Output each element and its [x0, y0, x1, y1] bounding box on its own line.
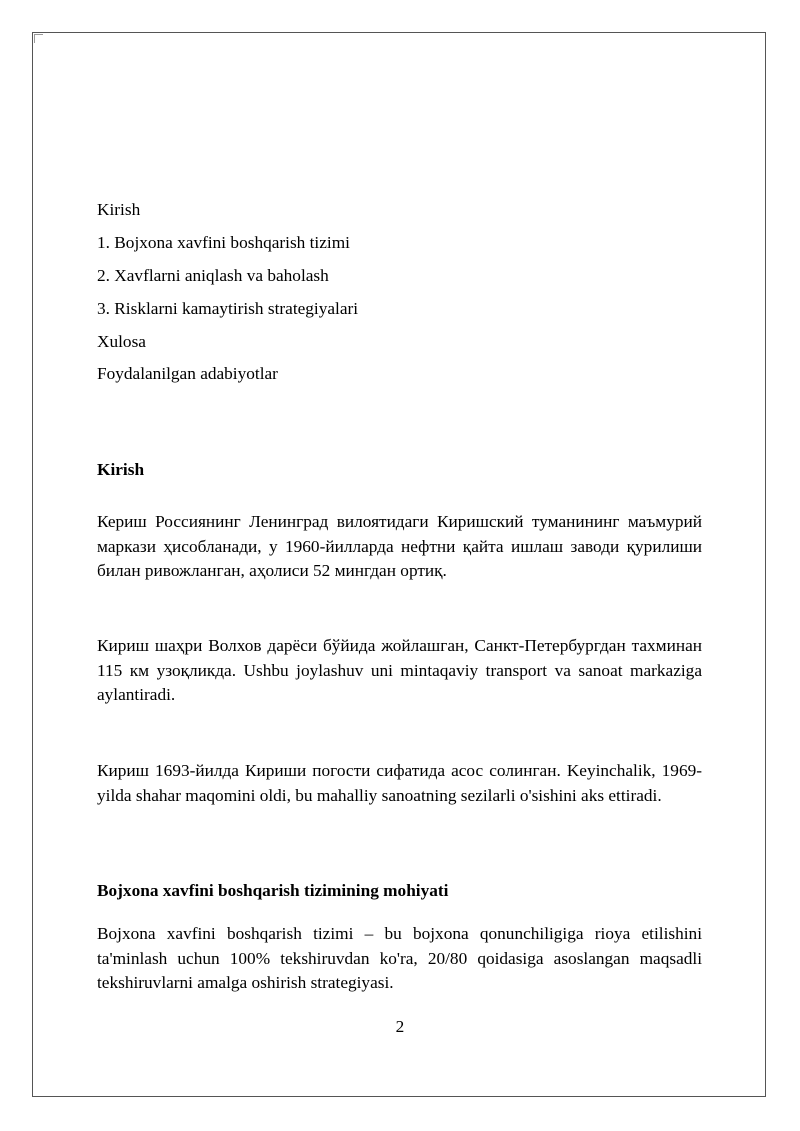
paragraph: Кериш Россиянинг Ленинград вилоятидаги Киришский туманининг маъмурий маркази ҳисобланади, у 1960-йилларда нефтни қайта ишлаш заводи қурилиши билан ривожланган, аҳолиси 52 мингдан ортиқ. — [97, 512, 702, 580]
page-corner-mark — [34, 34, 43, 43]
section-heading-bojxona: Bojxona xavfini boshqarish tizimining mohiyati — [97, 881, 449, 900]
table-of-contents — [97, 198, 702, 395]
paragraph: Кириш 1693-йилда Кириши погости сифатида асос солинган. Keyinchalik, 1969-yilda shahar maqomini oldi, bu mahalliy sanoatning sezilarli o'sishini aks ettiradi. — [97, 761, 702, 805]
toc-item: 3. Risklarni kamaytirish strategiyalari — [97, 298, 359, 318]
toc-item: Foydalanilgan adabiyotlar — [97, 364, 278, 384]
toc-item: Kirish — [97, 200, 141, 219]
paragraph: Bojxona xavfini boshqarish tizimi – bu bojxona qonunchiligiga rioya etilishini ta'minlash uchun 100% tekshiruvdan ko'ra, 20/80 qoidasiga asoslangan maqsadli tekshiruvlarni amalga oshirish strategiyasi. — [97, 924, 702, 992]
page-number: 2 — [395, 1017, 405, 1036]
toc-item: Xulosa — [97, 331, 146, 351]
section-heading-kirish: Kirish — [97, 460, 145, 479]
toc-item: 2. Xavflarni aniqlash va baholash — [97, 265, 329, 285]
paragraph: Кириш шаҳри Волхов дарёси бўйида жойлашган, Санкт-Петербургдан тахминан 115 км узоқликда. Ushbu joylashuv uni mintaqaviy transport va sanoat markaziga aylantiradi. — [97, 636, 702, 704]
toc-item: 1. Bojxona xavfini boshqarish tizimi — [97, 232, 350, 252]
